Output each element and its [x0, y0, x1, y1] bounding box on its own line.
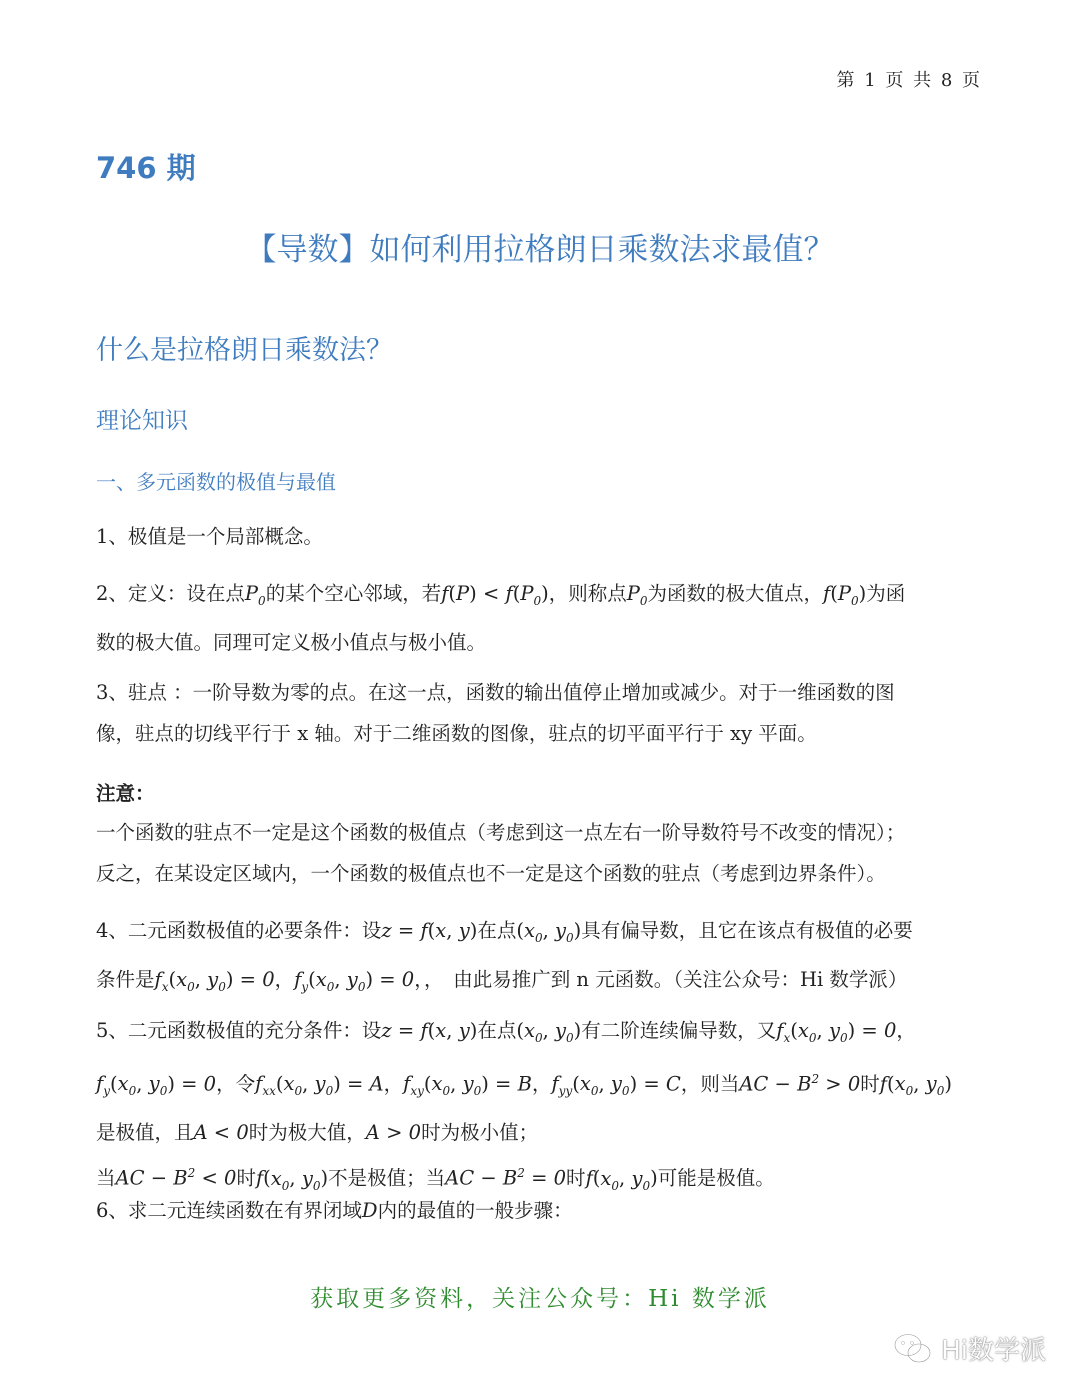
item-5: 5、二元函数极值的充分条件：设z = f(x, y)在点($x_0$, $y_0$)有二阶连续偏导数，又$f_x(x_0$, $y_0) = 0$， $f_y(x_0$, $y_0) = 0$，令$f_{xx}(x_0$, $y_0) = A$，$f_{xy}(x_0$, $y_0) = B$，$f_{yy}(x_0$, $y_0) = C$，则当AC − $B^2 > 0$时$f(x_0$, $y_0$) 是极值，且A < 0时为极大值，A > 0时为极小值； 当AC − $B^2 < 0$时$f(x_0$, $y_0$)不是极值；当AC − $B^2 = 0$时$f(x_0$, $y_0$)可能是极值。	[96, 1019, 952, 1193]
note-label: 注意：	[96, 782, 155, 805]
item-4: 4、二元函数极值的必要条件：设z = f(x, y)在点($x_0$, $y_0$)具有偏导数，且它在该点有极值的必要 条件是$f_x(x_0$, $y_0) = 0$，$f_y(x_0$, $y_0) = 0$，， 由此易推广到 n 元函数。（关注公众号：Hi 数学派）	[96, 919, 913, 994]
note-text: 一个函数的驻点不一定是这个函数的极值点（考虑到这一点左右一阶导数符号不改变的情况）； 反之，在某设定区域内，一个函数的极值点也不一定是这个函数的驻点（考虑到边界条件）。	[96, 821, 906, 885]
item-6: 6、求二元连续函数在有界闭域D内的最值的一般步骤：	[96, 1199, 573, 1222]
item-1: 1、极值是一个局部概念。	[96, 525, 323, 548]
watermark	[893, 1330, 1046, 1367]
item-2: 2、定义：设在点$P_0$的某个空心邻域，若$f(P) < f(P_0)$，则称点$P_0$为函数的极大值点，$f(P_0)$为函 数的极大值。同理可定义极小值点与极小值。	[96, 582, 906, 654]
item-3: 3、驻点 ：一阶导数为零的点。在这一点，函数的输出值停止增加或减少。对于一维函数的图 像，驻点的切线平行于 x 轴。对于二维函数的图像，驻点的切平面平行于 xy 平面。	[96, 681, 895, 745]
footer-promo: 获取更多资料，关注公众号：Hi 数学派	[310, 1286, 770, 1312]
wechat-icon	[893, 1332, 933, 1366]
subsubsection-heading: 一、多元函数的极值与最值	[96, 470, 336, 494]
issue-label: 746 期	[96, 151, 196, 185]
section-heading: 什么是拉格朗日乘数法？	[96, 335, 393, 366]
subsection-heading: 理论知识	[96, 408, 188, 434]
page-number: 第 1 页 共 8 页	[836, 70, 982, 91]
document-title: 【导数】如何利用拉格朗日乘数法求最值？	[245, 232, 835, 268]
watermark-text: Hi数学派	[941, 1336, 1046, 1366]
